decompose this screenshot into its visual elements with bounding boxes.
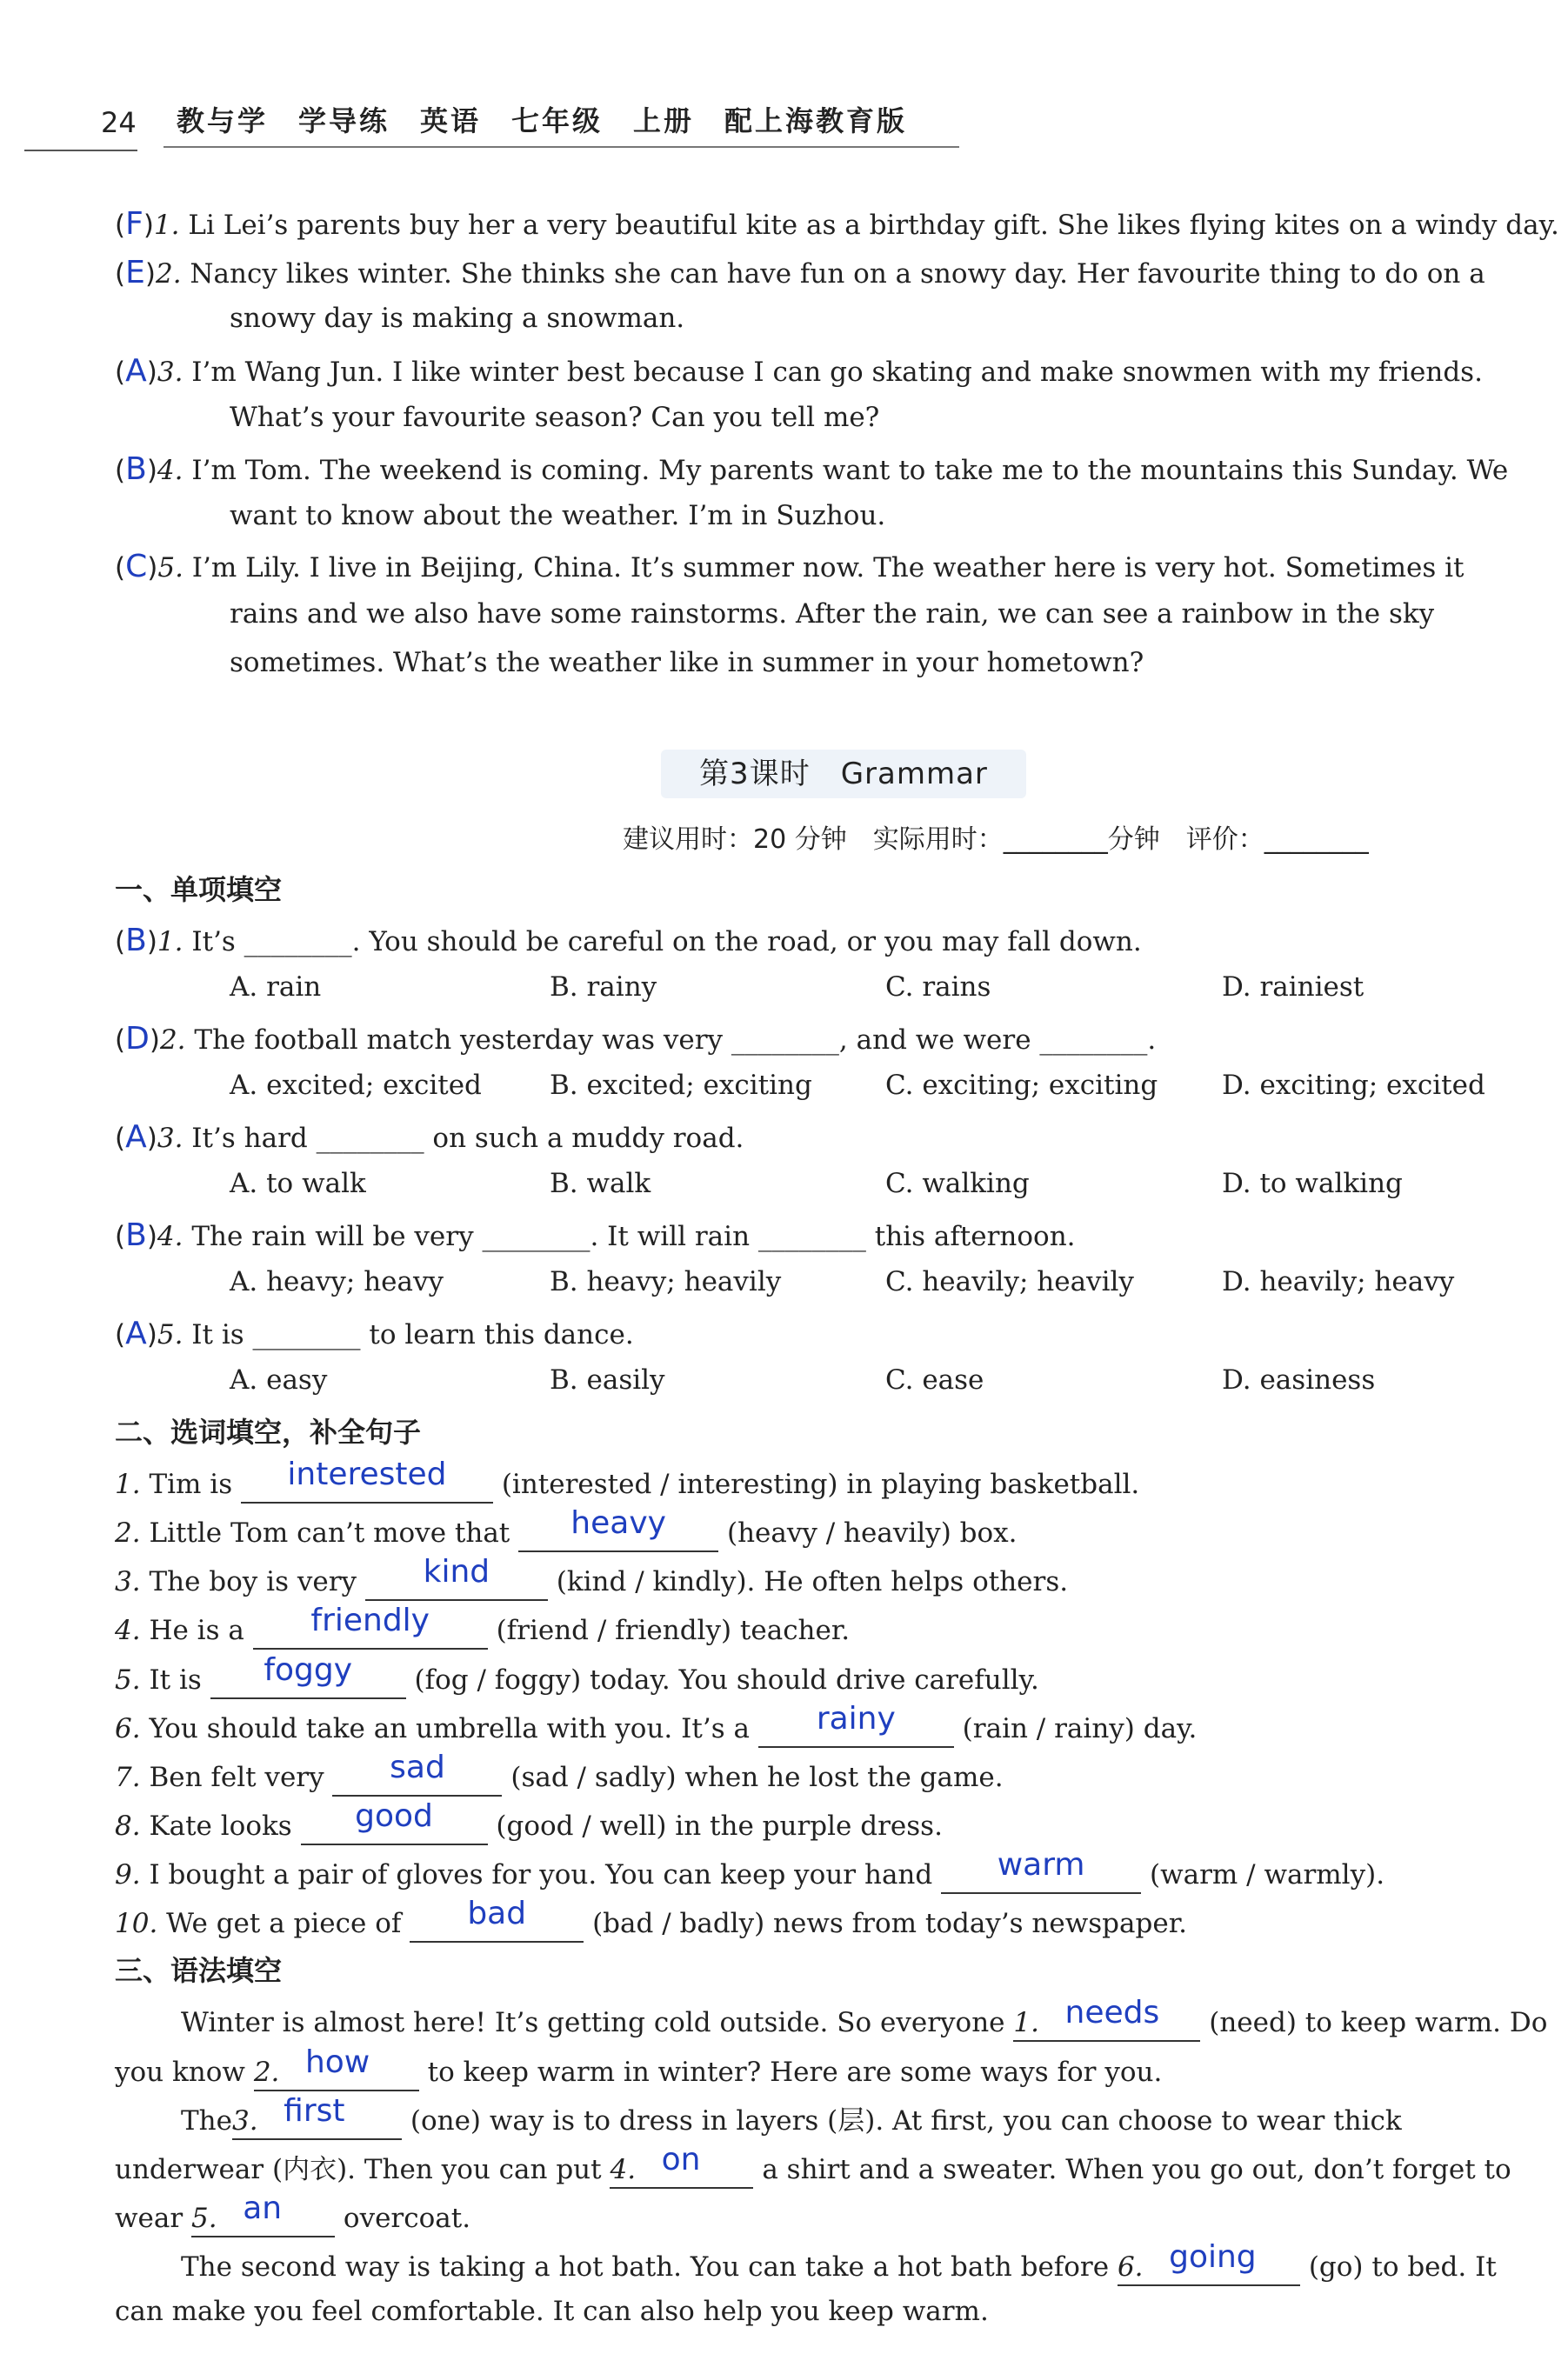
fill-answer: friendly bbox=[310, 1603, 430, 1638]
mc-stem: It’s hard ________ on such a muddy road. bbox=[191, 1123, 744, 1154]
mc-item-2: (D)2. The football match yesterday was very ________, and we were ________. bbox=[115, 1021, 1157, 1057]
mc-option: B. excited; exciting bbox=[550, 1070, 812, 1101]
match-item-2: (E)2. Nancy likes winter. She thinks she can have fun on a snowy day. Her favourite thing to do on a bbox=[115, 255, 1485, 290]
mc-stem: It is ________ to learn this dance. bbox=[191, 1319, 634, 1350]
cloze-answer: how bbox=[304, 2044, 370, 2080]
mc-option: C. rains bbox=[885, 971, 991, 1003]
passage-line: wear 5. an overcoat. bbox=[115, 2198, 470, 2237]
fill-item-4: 4. He is a friendly (friend / friendly) teacher. bbox=[115, 1610, 850, 1650]
match-answer: E bbox=[125, 255, 145, 290]
cloze-answer: needs bbox=[1064, 1995, 1160, 2031]
match-answer: A bbox=[125, 353, 147, 389]
mc-option: C. ease bbox=[885, 1364, 984, 1396]
mc-option: B. walk bbox=[550, 1168, 651, 1199]
fill-item-9: 9. I bought a pair of gloves for you. You can keep your hand warm (warm / warmly). bbox=[115, 1855, 1385, 1894]
mc-option: A. rain bbox=[230, 971, 322, 1003]
mc-option: C. exciting; exciting bbox=[885, 1070, 1158, 1101]
passage-line: can make you feel comfortable. It can also help you keep warm. bbox=[115, 2296, 989, 2327]
mc-option: D. to walking bbox=[1222, 1168, 1403, 1199]
time-line: 建议用时：20 分钟 实际用时：________分钟 评价：________ bbox=[623, 824, 1369, 855]
match-text: I’m Wang Jun. I like winter best because I can go skating and make snowmen with my friends. bbox=[191, 357, 1483, 388]
mc-answer: B bbox=[125, 923, 147, 958]
passage-line: The3. first (one) way is to dress in layers (层). At first, you can choose to wear thick bbox=[181, 2101, 1402, 2140]
match-text: Li Lei’s parents buy her a very beautiful kite as a birthday gift. She likes flying kites on a windy day. bbox=[188, 210, 1559, 241]
cloze-answer: first bbox=[284, 2093, 345, 2129]
mc-option: A. heavy; heavy bbox=[230, 1266, 444, 1297]
fill-answer: warm bbox=[997, 1847, 1085, 1883]
fill-item-3: 3. The boy is very kind (kind / kindly). He often helps others. bbox=[115, 1562, 1068, 1601]
mc-answer: B bbox=[125, 1217, 147, 1253]
mc-option: D. easiness bbox=[1222, 1364, 1376, 1396]
mc-answer: A bbox=[125, 1316, 147, 1351]
match-item-5: (C)5. I’m Lily. I live in Beijing, China. It’s summer now. The weather here is very hot. Sometimes it bbox=[115, 549, 1465, 584]
mc-option: A. to walk bbox=[230, 1168, 366, 1199]
fill-answer: heavy bbox=[570, 1505, 666, 1541]
passage-line: The second way is taking a hot bath. You can take a hot bath before 6. going (go) to bed. It bbox=[181, 2247, 1497, 2286]
cloze-answer: on bbox=[661, 2142, 701, 2177]
header-rule-left bbox=[24, 150, 137, 151]
fill-item-5: 5. It is foggy (fog / foggy) today. You should drive carefully. bbox=[115, 1660, 1039, 1699]
match-answer: C bbox=[125, 549, 148, 584]
passage-line: underwear (内衣). Then you can put 4. on a shirt and a sweater. When you go out, don’t forget to bbox=[115, 2150, 1511, 2189]
fill-answer: sad bbox=[390, 1750, 445, 1785]
header-rule-right bbox=[163, 146, 959, 148]
mc-option: B. rainy bbox=[550, 971, 657, 1003]
page-number: 24 bbox=[101, 106, 137, 139]
mc-option: C. heavily; heavily bbox=[885, 1266, 1134, 1297]
match-item-1: (F)1. Li Lei’s parents buy her a very beautiful kite as a birthday gift. She likes flying kites on a windy day. bbox=[115, 206, 1559, 242]
section-1-title: 一、单项填空 bbox=[115, 873, 283, 906]
match-text-cont: What’s your favourite season? Can you tell me? bbox=[230, 402, 880, 433]
mc-item-3: (A)3. It’s hard ________ on such a muddy road. bbox=[115, 1119, 744, 1155]
match-text: I’m Tom. The weekend is coming. My parents want to take me to the mountains this Sunday. We bbox=[191, 455, 1509, 486]
mc-option: A. excited; excited bbox=[230, 1070, 482, 1101]
mc-stem: The football match yesterday was very ________, and we were ________. bbox=[194, 1024, 1157, 1056]
match-text-cont: snowy day is making a snowman. bbox=[230, 303, 685, 334]
fill-answer: good bbox=[355, 1798, 433, 1834]
mc-item-1: (B)1. It’s ________. You should be careful on the road, or you may fall down. bbox=[115, 923, 1142, 958]
mc-option: B. heavy; heavily bbox=[550, 1266, 782, 1297]
mc-option: A. easy bbox=[230, 1364, 328, 1396]
mc-option: D. exciting; excited bbox=[1222, 1070, 1485, 1101]
mc-option: D. rainiest bbox=[1222, 971, 1364, 1003]
match-item-3: (A)3. I’m Wang Jun. I like winter best because I can go skating and make snowmen with my friends. bbox=[115, 353, 1483, 389]
fill-answer: rainy bbox=[816, 1701, 896, 1737]
mc-option: B. easily bbox=[550, 1364, 665, 1396]
passage-line: you know 2. how to keep warm in winter? Here are some ways for you. bbox=[115, 2052, 1162, 2091]
match-text-cont: rains and we also have some rainstorms. After the rain, we can see a rainbow in the sky bbox=[230, 598, 1435, 630]
mc-stem: It’s ________. You should be careful on the road, or you may fall down. bbox=[191, 926, 1142, 957]
section-2-title: 二、选词填空，补全句子 bbox=[115, 1416, 422, 1449]
fill-item-8: 8. Kate looks good (good / well) in the purple dress. bbox=[115, 1806, 943, 1845]
mc-item-5: (A)5. It is ________ to learn this dance. bbox=[115, 1316, 634, 1351]
fill-item-10: 10. We get a piece of bad (bad / badly) news from today’s newspaper. bbox=[115, 1904, 1187, 1943]
fill-item-2: 2. Little Tom can’t move that heavy (heavy / heavily) box. bbox=[115, 1513, 1018, 1552]
fill-answer: interested bbox=[287, 1457, 447, 1492]
passage-line: Winter is almost here! It’s getting cold outside. So everyone 1. needs (need) to keep warm. Do bbox=[181, 2003, 1547, 2042]
mc-stem: The rain will be very ________. It will rain ________ this afternoon. bbox=[191, 1221, 1076, 1252]
match-item-4: (B)4. I’m Tom. The weekend is coming. My parents want to take me to the mountains this Sunday. We bbox=[115, 451, 1509, 487]
cloze-answer: going bbox=[1169, 2239, 1257, 2275]
fill-answer: bad bbox=[467, 1896, 527, 1931]
fill-answer: kind bbox=[423, 1554, 490, 1590]
mc-item-4: (B)4. The rain will be very ________. It will rain ________ this afternoon. bbox=[115, 1217, 1076, 1253]
fill-answer: foggy bbox=[264, 1652, 353, 1688]
match-text-cont: sometimes. What’s the weather like in summer in your hometown? bbox=[230, 647, 1144, 678]
cloze-answer: an bbox=[243, 2191, 283, 2226]
mc-option: D. heavily; heavy bbox=[1222, 1266, 1455, 1297]
mc-option: C. walking bbox=[885, 1168, 1030, 1199]
match-text-cont: want to know about the weather. I’m in Suzhou. bbox=[230, 500, 886, 531]
mc-answer: A bbox=[125, 1119, 147, 1155]
match-answer: F bbox=[125, 206, 143, 242]
fill-item-1: 1. Tim is interested (interested / interesting) in playing basketball. bbox=[115, 1464, 1139, 1504]
section-3-title: 三、语法填空 bbox=[115, 1954, 283, 1987]
fill-item-7: 7. Ben felt very sad (sad / sadly) when he lost the game. bbox=[115, 1757, 1004, 1797]
mc-answer: D bbox=[125, 1021, 150, 1057]
match-text: I’m Lily. I live in Beijing, China. It’s summer now. The weather here is very hot. Sometimes it bbox=[191, 552, 1465, 583]
match-text: Nancy likes winter. She thinks she can have fun on a snowy day. Her favourite thing to do on a bbox=[190, 258, 1485, 290]
fill-item-6: 6. You should take an umbrella with you. It’s a rainy (rain / rainy) day. bbox=[115, 1709, 1197, 1748]
lesson-title: 第3课时 Grammar bbox=[661, 750, 1026, 798]
book-title: 教与学 学导练 英语 七年级 上册 配上海教育版 bbox=[177, 104, 908, 137]
match-answer: B bbox=[125, 451, 147, 487]
